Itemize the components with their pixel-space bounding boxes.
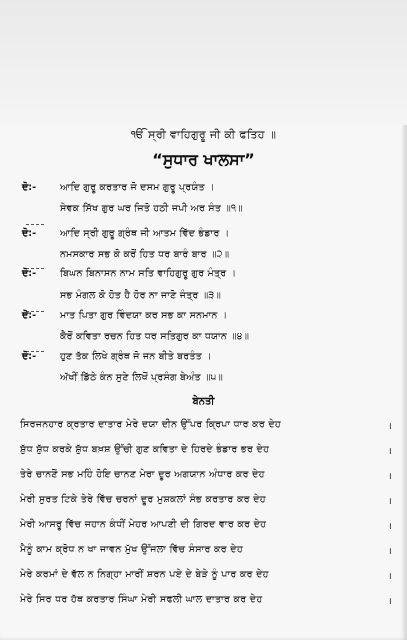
divider — [26, 224, 44, 225]
verse-end-mark: । — [388, 521, 392, 532]
verse-text: ਮੇਰੀ ਸੁਰਤ ਟਿਕੇ ਤੇਰੇ ਵਿੱਚ ਚਰਨਾਂ ਦੂਰ ਮੁਸ਼ਕਲਾਂ ਸੰਭ ਕਰਤਾਰ ਕਰ ਦੇਹ — [20, 494, 266, 505]
verse-line — [20, 469, 392, 480]
dohra-label: ਦੋ:- — [22, 182, 37, 193]
dohra-line: ਅੱਖੀਂ ਡਿੱਠੇ ਕੰਨ ਸੁਣੇ ਲਿਖੋਂ ਪ੍ਰਸੰਗ ਬੇਅੰਤ ॥੫॥ — [60, 372, 224, 383]
section-subtitle: ਬੇਨਤੀ — [192, 396, 215, 407]
verse-line — [20, 494, 392, 505]
verse-text: ਮੇਰੀ ਆਸਰੂ ਵਿੱਚ ਜਹਾਨ ਕੰਧੀਂ ਮੇਹਰ ਆਪਣੀ ਦੀ ਗਿਰਦ ਵਾਰ ਕਰ ਦੇਹ — [20, 519, 267, 530]
verse-end-mark: । — [388, 571, 392, 582]
dohra-line: ਨਮਸਕਾਰ ਸਭ ਕੋ ਕਰੋਂ ਹਿਤ ਧਰ ਬਾਰੰ ਬਾਰ ॥੨॥ — [60, 249, 230, 260]
verse-end-mark: । — [388, 496, 392, 507]
verse-line — [20, 519, 392, 530]
verse-end-mark: । — [388, 596, 392, 607]
verse-text: ਮੇਰੇ ਸਿਰ ਧਰ ਹੱਥ ਕਰਤਾਰ ਸਿੰਘਾ ਮੇਰੀ ਸਫਲੀ ਘਾਲ ਦਾਤਾਰ ਕਰ ਦੇਹ — [20, 594, 263, 605]
verse-text: ਤੇਰੇ ਚਾਨਣੋਂ ਸਭ ਮਹਿੰ ਹੋਇ ਚਾਨਣ ਮੇਰਾ ਦੂਰ ਅਗਯਾਨ ਅੰਧਾਰ ਕਰ ਦੇਹ — [20, 469, 265, 480]
verse-text: ਮੈਨੂੰ ਕਾਮ ਕ੍ਰੋਧ ਨ ਖਾ ਜਾਵਨ ਮੁੱਖ ਉੱਜਲਾ ਵਿੱਚ ਸੰਸਾਰ ਕਰ ਦੇਹ — [20, 544, 243, 555]
dohra-line: ਹੁਣ ਤੱਕ ਲਿਖੇ ਗ੍ਰੰਥ ਜੋ ਜਨ ਬੀਤੇ ਬਰਤੰਤ । — [60, 351, 212, 362]
verse-line — [20, 419, 392, 430]
invocation-line: ੴ ਸ੍ਰੀ ਵਾਹਿਗੁਰੂ ਜੀ ਕੀ ਫਤਿਹ ॥ — [130, 128, 277, 141]
verse-line — [20, 594, 392, 605]
verse-text: ਮੇਰੇ ਕਰਮਾਂ ਦੇ ਵੱਲ ਨ ਨਿਗ੍ਹਾ ਮਾਰੀਂ ਸ਼ਰਨ ਪਏ ਦੇ ਬੇੜੇ ਨੂੰ ਪਾਰ ਕਰ ਦੇਹ — [20, 569, 269, 580]
dohra-line: ਕੈਰੋਂ ਕਵਿਤਾ ਰਚਨ ਹਿਤ ਧਰ ਸਤਿਗੁਰ ਕਾ ਧਯਾਨ ॥੪॥ — [60, 331, 250, 342]
verse-text: ਸ਼ੁੱਧ ਸ਼ੁੱਧ ਕਰਕੇ ਸ਼ੁੱਧ ਬਖ਼ਸ਼ ਉੱਚੀ ਗੁਣ ਕਵਿਤਾ ਦੇ ਹਿਰਦੇ ਭੰਡਾਰ ਭਰ ਦੇਹ — [20, 444, 270, 455]
verse-end-mark: । — [388, 471, 392, 482]
verse-line — [20, 444, 392, 455]
dohra-line: ਬਿਘਨ ਬਿਨਾਸਨ ਨਾਮ ਸਤਿ ਵਾਹਿਗੁਰੂ ਗੁਰ ਮੰਤ੍ਰ । — [60, 268, 237, 279]
verse-end-mark: । — [388, 421, 392, 432]
dohra-label: ਦੋ:- — [22, 310, 37, 321]
dohra-line: ਮਾਤ ਪਿਤਾ ਗੁਰ ਵਿੰਦਯਾ ਕਰ ਸਭ ਕਾ ਸਨਮਾਨ । — [60, 310, 228, 321]
dohra-line: ਆਦਿ ਸ੍ਰੀ ਗੁਰੂ ਗ੍ਰੰਥ ਜੀ ਆਤਮ ਵਿੱਦ ਭੰਡਾਰ । — [60, 228, 230, 239]
dohra-line: ਸੇਵਕ ਸਿੱਖ ਗੁਰ ਘਰ ਜਿਤੋ ਹਠੀ ਜਪੀ ਅਰ ਸੰਤ ॥੧॥ — [60, 203, 243, 214]
page-title: “ਸੁਧਾਰ ਖਾਲਸਾ” — [152, 150, 255, 169]
verse-line — [20, 569, 392, 580]
verse-line — [20, 544, 392, 555]
dohra-label: ਦੋ:- — [22, 228, 37, 239]
dohra-label: ਦੋ:- — [22, 351, 37, 362]
verse-end-mark: । — [388, 546, 392, 557]
dohra-label: ਦੋ:- — [22, 268, 37, 279]
verse-end-mark: । — [388, 446, 392, 457]
dohra-line: ਆਦਿ ਗੁਰੂ ਕਰਤਾਰ ਜੋ ਦਸਮ ਗੁਰੂ ਪ੍ਰਯੰਤ । — [60, 182, 215, 193]
verse-text: ਸਿਰਜਨਹਾਰ ਕ੍ਰਤਾਰ ਦਾਤਾਰ ਮੇਰੇ ਦਯਾ ਦੀਨ ਉੱਪਰ ਕ੍ਰਿਪਾ ਧਾਰ ਕਰ ਦੇਹ — [20, 419, 282, 430]
dohra-line: ਸਭ ਮੰਗਲ ਕੋ ਹੋਤ ਹੈ ਹੋਰ ਨਾ ਜਾਣੋ ਜੰਤ੍ਰ ॥੩॥ — [60, 290, 222, 301]
